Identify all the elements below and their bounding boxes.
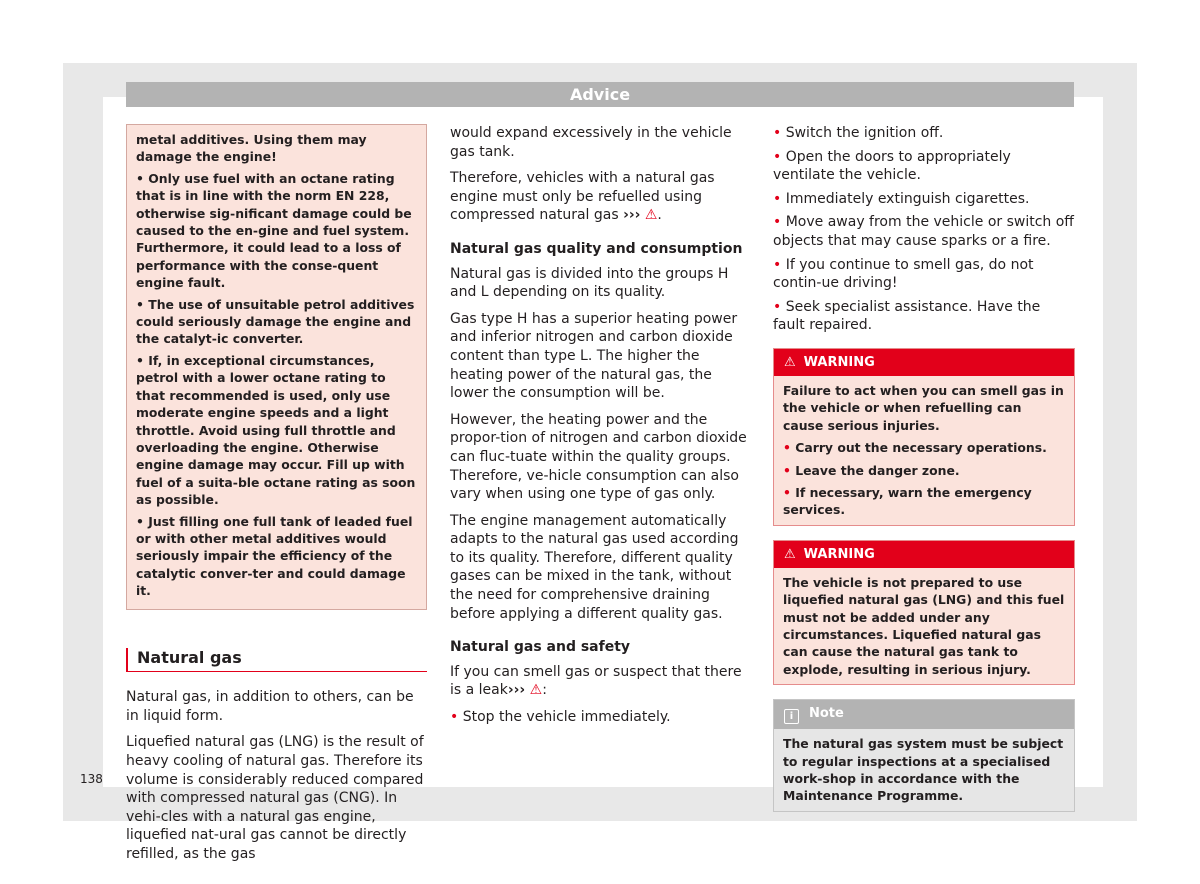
bullet-icon: •	[450, 709, 459, 726]
warning-header: ⚠ WARNING	[774, 541, 1074, 568]
warning-body	[774, 568, 1074, 684]
note-box	[773, 699, 1075, 812]
warning-triangle-icon[interactable]: ⚠	[644, 207, 658, 224]
paragraph: Gas type H has a superior heating power and inferior nitrogen and carbon dioxide content than type L. The higher the heating power of the natural gas, the lower the consumption will be.	[450, 310, 738, 402]
bullet-icon: •	[773, 125, 782, 141]
warning-body	[774, 376, 1074, 525]
paragraph: Liquefied natural gas (LNG) is the result of heavy cooling of natural gas. Therefore its volume is considerably reduced compared with compressed natural gas (CNG). In vehi-cles with a natural gas engine, liquefied nat-ural gas cannot be directly refilled, as the gas	[126, 734, 424, 862]
reference-arrows-icon[interactable]: ›››	[507, 682, 526, 699]
bullet-icon: •	[773, 190, 782, 207]
paragraph: The engine management automatically adapts to the natural gas used according to its quality. Therefore, different quality gases can be mixed in the tank, without the need for comprehensive draining before applying a different quality gas.	[450, 512, 739, 622]
info-icon: i	[784, 709, 799, 724]
reference-arrows-icon[interactable]: ›››	[623, 207, 641, 224]
list-item: • Open the doors to appropriately ventilate the vehicle.	[773, 148, 1011, 184]
page-number: 138	[80, 772, 103, 786]
note-body: The natural gas system must be subject to regular inspections at a specialised work-shop in accordance with the Maintenance Programme.	[774, 729, 1074, 811]
paragraph: would expand excessively in the vehicle gas tank.	[450, 125, 732, 160]
paragraph: If you can smell gas or suspect that there is a leak››› ⚠:	[450, 663, 742, 699]
warning-item: • Leave the danger zone.	[783, 462, 960, 478]
paragraph: Therefore, vehicles with a natural gas engine must only be refuelled using compressed natural gas ››› ⚠.	[450, 170, 715, 224]
note-header: i Note	[774, 700, 1074, 729]
bullet-icon: •	[773, 214, 782, 231]
bullet-icon: •	[773, 298, 782, 315]
caution-text: metal additives. Using them may damage the engine!	[136, 132, 367, 165]
caution-item: • Only use fuel with an octane rating that is in line with the norm EN 228, otherwise sig-nificant damage could be caused to the en-gine and fuel system. Furthermore, it could lead to a loss of performance with the conse-quent engine fault.	[136, 170, 412, 291]
list-item: • Stop the vehicle immediately.	[450, 709, 671, 726]
paragraph: However, the heating power and the propor-tion of nitrogen and carbon dioxide can fluc-tuate within the quality groups. Therefore, ve-hicle consumption can also vary when using one type of gas only.	[450, 411, 747, 503]
caution-box	[126, 124, 427, 610]
section-title: Natural gas	[126, 648, 427, 673]
page-header: Advice	[126, 82, 1074, 107]
column-1	[126, 124, 427, 872]
caution-item: • If, in exceptional circumstances, petrol with a lower octane rating to that recommended is used, only use moderate engine speeds and a light throttle. Avoid using full throttle and overloading the engine. Otherwise engine damage may occur. Fill up with fuel of a suita-ble octane rating as soon as possible.	[136, 352, 416, 508]
column-2	[450, 124, 750, 735]
bullet-icon: •	[773, 148, 782, 165]
bullet-icon: •	[773, 256, 782, 273]
list-item: • Switch the ignition off.	[773, 125, 944, 141]
warning-triangle-icon: ⚠	[784, 354, 796, 370]
caution-item: • Just filling one full tank of leaded fuel or with other metal additives would seriously impair the efficiency of the catalytic conver-ter and could damage it.	[136, 513, 413, 599]
warning-item: • Carry out the necessary operations.	[783, 440, 1047, 456]
column-3	[773, 124, 1075, 812]
warning-header: ⚠ WARNING	[774, 349, 1074, 376]
warning-item: • If necessary, warn the emergency services.	[783, 484, 1032, 518]
subheading: Natural gas quality and consumption	[450, 240, 743, 257]
warning-text: Failure to act when you can smell gas in the vehicle or when refuelling can cause serious injuries.	[783, 382, 1064, 433]
warning-box-2	[773, 540, 1075, 685]
list-item: • Immediately extinguish cigarettes.	[773, 190, 1030, 207]
list-item: • If you continue to smell gas, do not contin-ue driving!	[773, 256, 1034, 292]
warning-text: The vehicle is not prepared to use liquefied natural gas (LNG) and this fuel must not be added under any circumstances. Liquefied natural gas can cause the natural gas tank to explode, resulting in serious injury.	[783, 574, 1065, 677]
warning-triangle-icon: ⚠	[784, 546, 796, 562]
paragraph: Natural gas, in addition to others, can be in liquid form.	[126, 689, 414, 724]
paragraph: Natural gas is divided into the groups H and L depending on its quality.	[450, 265, 729, 301]
warning-box-1	[773, 348, 1075, 526]
list-item: • Seek specialist assistance. Have the fault repaired.	[773, 298, 1041, 334]
warning-triangle-icon[interactable]: ⚠	[529, 682, 543, 699]
list-item: • Move away from the vehicle or switch off objects that may cause sparks or a fire.	[773, 214, 1074, 249]
caution-item: • The use of unsuitable petrol additives could seriously damage the engine and the catalyt-ic converter.	[136, 296, 415, 347]
subheading: Natural gas and safety	[450, 639, 631, 656]
